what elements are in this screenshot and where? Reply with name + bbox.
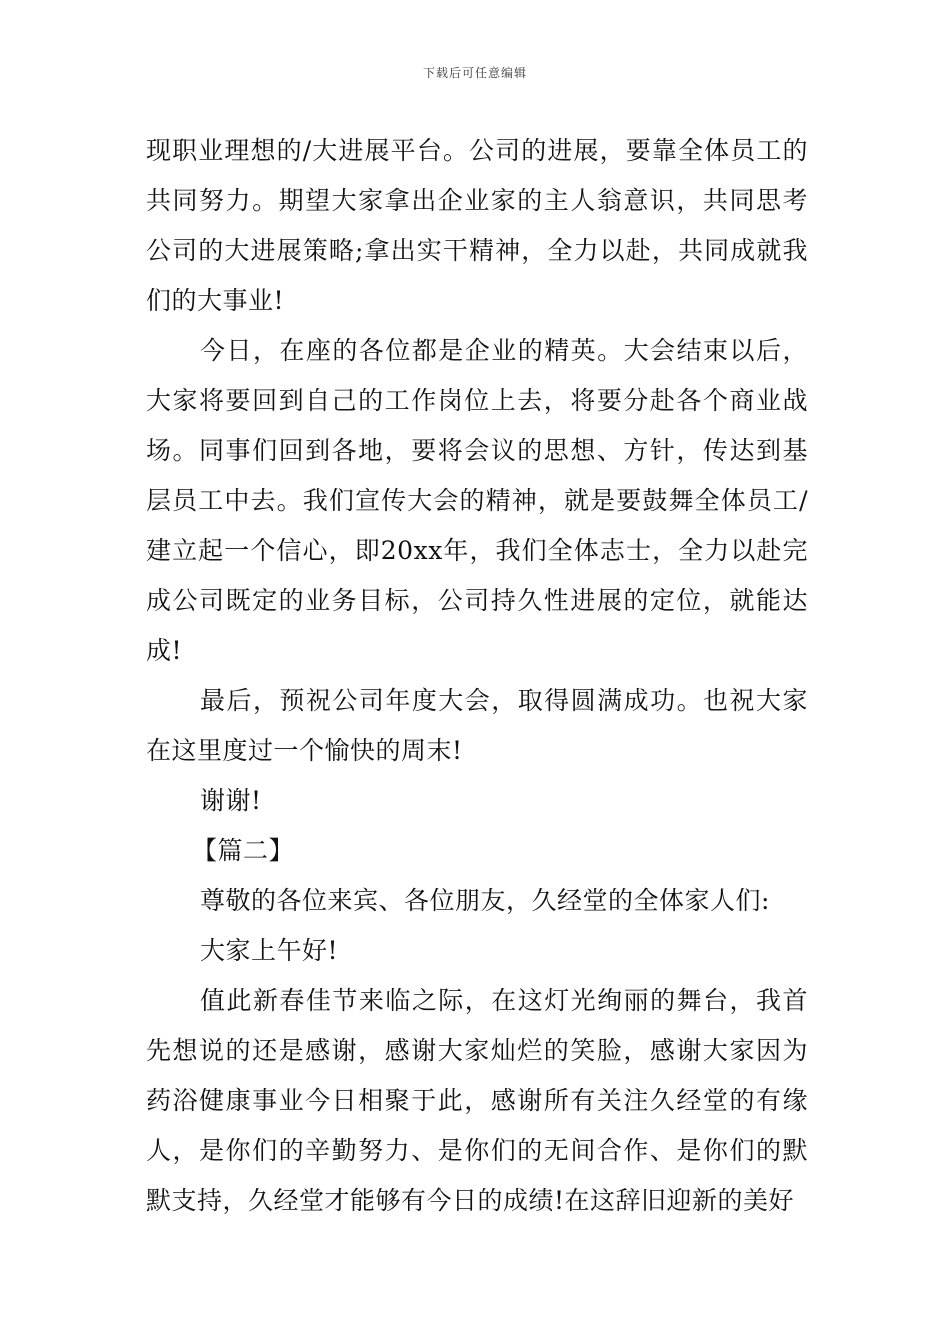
paragraph-salutation: 尊敬的各位来宾、各位朋友，久经堂的全体家人们:	[200, 886, 770, 915]
document-body	[146, 126, 808, 1226]
section-heading: 【篇二】	[192, 836, 295, 865]
paragraph-closing-wish: 最后，预祝公司年度大会，取得圆满成功。也祝大家在这里度过一个愉快的周末!	[146, 686, 808, 765]
paragraph-elite: 今日，在座的各位都是企业的精英。大会结束以后，大家将要回到自己的工作岗位上去，将要分赴各个商业战场。同事们回到各地，要将会议的思想、方针，传达到基层员工中去。我们宣传大会的精神，就是要鼓舞全体员工/建立起一个信心，即20xx年，我们全体志士，全力以赴完成公司既定的业务目标，公司持久性进展的定位，就能达成!	[146, 336, 808, 665]
paragraph-new-year: 值此新春佳节来临之际，在这灯光绚丽的舞台，我首先想说的还是感谢，感谢大家灿烂的笑脸，感谢大家因为药浴健康事业今日相聚于此，感谢所有关注久经堂的有缘人，是你们的辛勤努力、是你们的无间合作、是你们的默默支持，久经堂才能够有今日的成绩!在这辞旧迎新的美好	[146, 986, 808, 1215]
paragraph-continuation: 现职业理想的/大进展平台。公司的进展，要靠全体员工的共同努力。期望大家拿出企业家的主人翁意识，共同思考公司的大进展策略;拿出实干精神，全力以赴，共同成就我们的大事业!	[146, 136, 808, 315]
paragraph-thanks: 谢谢!	[200, 786, 262, 815]
paragraph-greeting: 大家上午好!	[200, 936, 339, 965]
page-header: 下载后可任意编辑	[422, 66, 527, 80]
